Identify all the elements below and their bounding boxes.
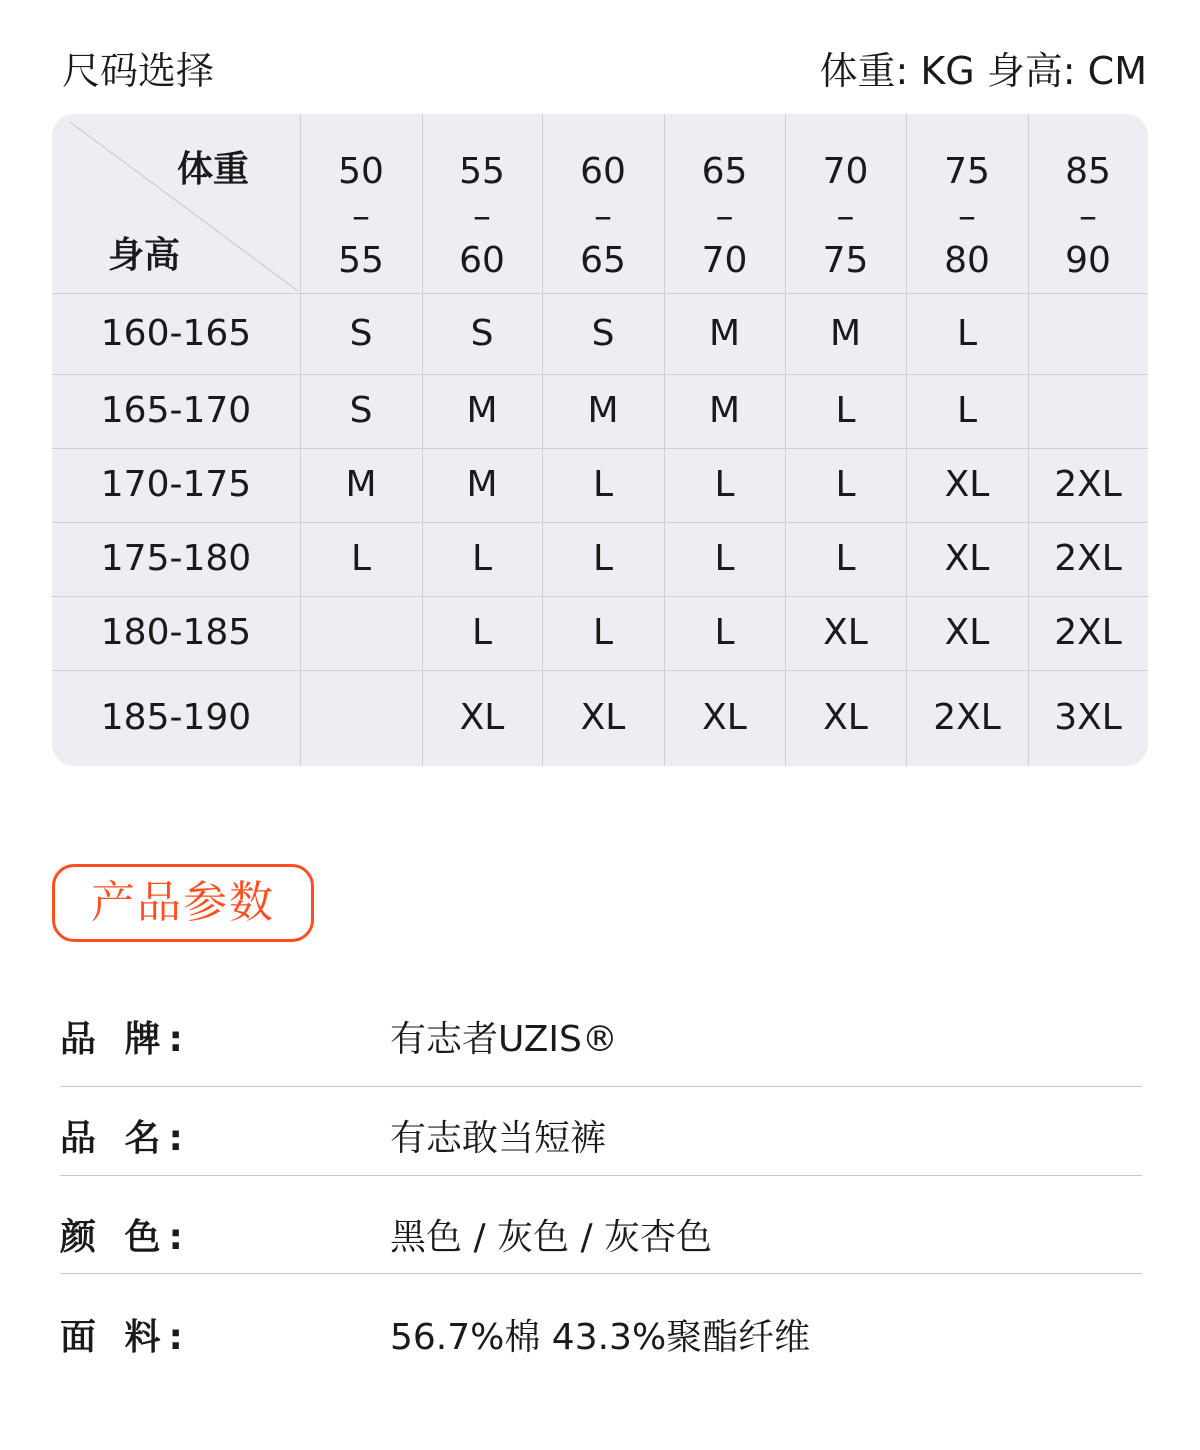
height-range-label: 185-190: [100, 697, 252, 738]
size-cell: S: [349, 312, 373, 354]
size-cell: 2XL: [1054, 612, 1122, 653]
size-section-title: 尺码选择: [62, 49, 215, 93]
size-cell: M: [345, 464, 377, 505]
size-cell: M: [829, 312, 862, 354]
table-row-divider: [52, 522, 1148, 523]
size-cell: L: [956, 312, 978, 354]
size-cell: M: [587, 390, 619, 431]
weight-range-header: [300, 150, 422, 283]
weight-range-top: 60: [580, 151, 626, 192]
size-cell: 3XL: [1054, 697, 1122, 738]
size-cell: L: [714, 538, 735, 579]
size-cell: L: [471, 538, 493, 579]
corner-height-label: 身高: [108, 235, 181, 276]
size-cell: L: [835, 538, 856, 579]
param-value: 56.7%棉 43.3%聚酯纤维: [390, 1317, 811, 1358]
size-cell: S: [591, 312, 615, 354]
size-cell: L: [714, 612, 735, 653]
size-cell: XL: [702, 697, 747, 738]
table-row-divider: [52, 670, 1148, 671]
weight-range-header: [542, 150, 664, 283]
height-range-label: 160-165: [100, 312, 252, 354]
weight-range-header: [785, 150, 906, 283]
size-cell: L: [835, 390, 856, 431]
size-cell: L: [714, 464, 735, 505]
weight-range-dash: –: [1079, 196, 1097, 237]
weight-range-dash: –: [958, 196, 976, 237]
weight-range-bottom: 90: [1065, 240, 1111, 281]
size-cell: L: [592, 538, 614, 579]
param-label: 颜 色:: [60, 1217, 191, 1258]
size-cell: L: [592, 612, 614, 653]
weight-range-bottom: 70: [701, 240, 748, 281]
weight-range-dash: –: [352, 196, 370, 237]
size-cell: M: [466, 464, 498, 505]
weight-range-bottom: 55: [338, 240, 384, 281]
weight-range-header: [906, 150, 1028, 283]
size-cell: XL: [580, 697, 626, 738]
product-params-badge: 产品参数: [52, 864, 314, 942]
table-row-divider: [52, 374, 1148, 375]
param-divider: [60, 1273, 1142, 1274]
size-cell: L: [956, 390, 978, 431]
size-cell: L: [471, 612, 493, 653]
weight-range-dash: –: [594, 196, 612, 237]
size-cell: XL: [823, 697, 868, 738]
size-chart-table: [52, 114, 1148, 766]
height-range-label: 175-180: [100, 538, 252, 579]
size-cell: XL: [944, 464, 990, 505]
param-row: [60, 1018, 1142, 1062]
weight-range-bottom: 65: [580, 240, 626, 281]
param-value: 黑色 / 灰色 / 灰杏色: [390, 1217, 713, 1258]
weight-range-top: 85: [1065, 151, 1111, 192]
size-cell: 2XL: [1054, 464, 1122, 505]
param-label: 品 牌:: [60, 1019, 191, 1060]
size-cell: L: [592, 464, 614, 505]
weight-range-bottom: 80: [944, 240, 990, 281]
weight-range-dash: –: [836, 196, 855, 237]
size-cell: XL: [823, 612, 868, 653]
param-label: 面 料:: [60, 1317, 191, 1358]
size-cell: S: [349, 390, 373, 431]
param-divider: [60, 1086, 1142, 1087]
weight-range-top: 65: [701, 151, 748, 192]
size-cell: M: [708, 312, 741, 354]
height-range-label: 180-185: [100, 612, 252, 653]
corner-weight-label: 体重: [177, 149, 250, 190]
height-range-label: 165-170: [100, 390, 252, 431]
param-row: [60, 1216, 1142, 1260]
param-label: 品 名:: [60, 1118, 191, 1159]
size-cell: XL: [944, 612, 990, 653]
param-value: 有志者UZIS®: [390, 1019, 618, 1060]
units-note: 体重: KG 身高: CM: [819, 49, 1147, 93]
size-cell: XL: [944, 538, 990, 579]
size-cell: L: [835, 464, 856, 505]
table-row-divider: [52, 293, 1148, 294]
table-row-divider: [52, 596, 1148, 597]
weight-range-bottom: 75: [822, 240, 869, 281]
weight-range-top: 50: [338, 151, 384, 192]
weight-range-dash: –: [473, 196, 491, 237]
size-cell: M: [708, 390, 741, 431]
size-cell: M: [466, 390, 498, 431]
size-cell: XL: [459, 697, 505, 738]
size-cell: S: [470, 312, 494, 354]
param-row: [60, 1117, 1142, 1161]
weight-range-top: 55: [459, 151, 505, 192]
param-value: 有志敢当短裤: [390, 1118, 607, 1159]
size-cell: 2XL: [1054, 538, 1122, 579]
weight-range-header: [1028, 150, 1148, 283]
weight-range-header: [664, 150, 785, 283]
size-cell: L: [350, 538, 372, 579]
weight-range-top: 70: [822, 151, 869, 192]
weight-range-bottom: 60: [459, 240, 505, 281]
weight-range-top: 75: [944, 151, 990, 192]
param-row: [60, 1316, 1142, 1360]
size-cell: 2XL: [933, 697, 1001, 738]
height-range-label: 170-175: [100, 464, 252, 505]
weight-range-dash: –: [715, 196, 734, 237]
weight-range-header: [422, 150, 542, 283]
table-row-divider: [52, 448, 1148, 449]
param-divider: [60, 1175, 1142, 1176]
